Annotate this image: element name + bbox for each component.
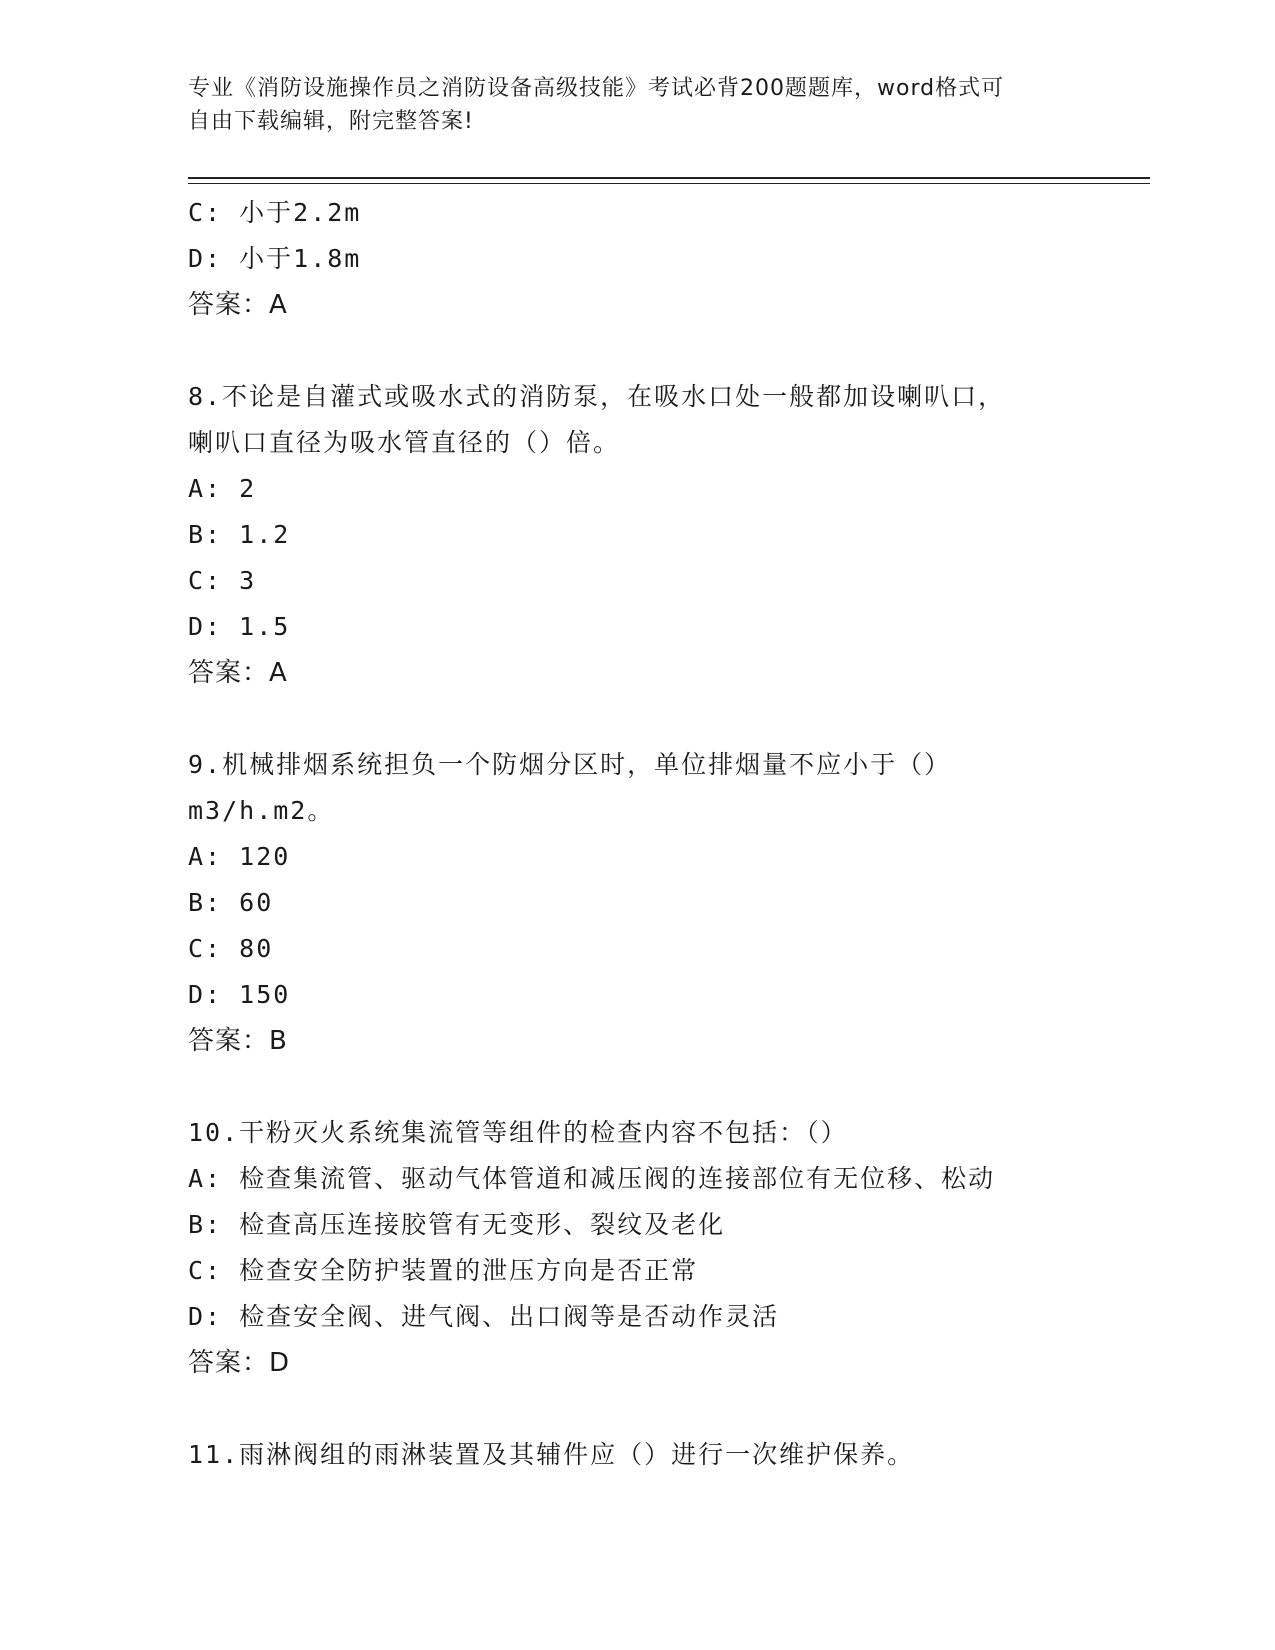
- q9-stem-line-2: m3/h.m2。: [188, 796, 335, 825]
- q9-option-b: B: 60: [188, 888, 274, 917]
- q7-answer: 答案：A: [188, 290, 288, 320]
- q8-option-d: D: 1.5: [188, 612, 291, 641]
- q8-option-a: A: 2: [188, 474, 257, 503]
- spacer: [188, 1064, 1128, 1110]
- q10-option-c: C: 检查安全防护装置的泄压方向是否正常: [188, 1256, 699, 1285]
- q9-stem-line-1: 9.机械排烟系统担负一个防烟分区时，单位排烟量不应小于（）: [188, 750, 952, 779]
- spacer: [188, 328, 1128, 374]
- question-list: [188, 190, 1128, 1478]
- q8-option-b: B: 1.2: [188, 520, 291, 549]
- q8-stem-line-2: 喇叭口直径为吸水管直径的（）倍。: [188, 428, 621, 457]
- spacer: [188, 1386, 1128, 1432]
- q9-answer: 答案：B: [188, 1026, 288, 1056]
- q8-stem-line-1: 8.不论是自灌式或吸水式的消防泵，在吸水口处一般都加设喇叭口，: [188, 382, 1006, 411]
- header-line-2: 自由下载编辑，附完整答案!: [188, 109, 474, 134]
- header-divider-thick: [188, 177, 1150, 179]
- header-line-1: 专业《消防设施操作员之消防设备高级技能》考试必背200题题库，word格式可: [188, 76, 1005, 101]
- q8-answer: 答案：A: [188, 658, 288, 688]
- q7-option-c: C: 小于2.2m: [188, 198, 362, 227]
- q10-option-d: D: 检查安全阀、进气阀、出口阀等是否动作灵活: [188, 1302, 780, 1331]
- q10-answer: 答案：D: [188, 1348, 291, 1378]
- spacer: [188, 696, 1128, 742]
- q9-option-c: C: 80: [188, 934, 274, 963]
- q10-stem: 10.干粉灭火系统集流管等组件的检查内容不包括：（）: [188, 1118, 848, 1147]
- q11-stem: 11.雨淋阀组的雨淋装置及其辅件应（）进行一次维护保养。: [188, 1440, 915, 1469]
- q10-option-b: B: 检查高压连接胶管有无变形、裂纹及老化: [188, 1210, 726, 1239]
- q10-option-a: A: 检查集流管、驱动气体管道和减压阀的连接部位有无位移、松动: [188, 1164, 996, 1193]
- q7-option-d: D: 小于1.8m: [188, 244, 362, 273]
- document-header: [188, 72, 1088, 138]
- q9-option-a: A: 120: [188, 842, 291, 871]
- header-divider-thin: [188, 183, 1150, 184]
- q9-option-d: D: 150: [188, 980, 291, 1009]
- q8-option-c: C: 3: [188, 566, 257, 595]
